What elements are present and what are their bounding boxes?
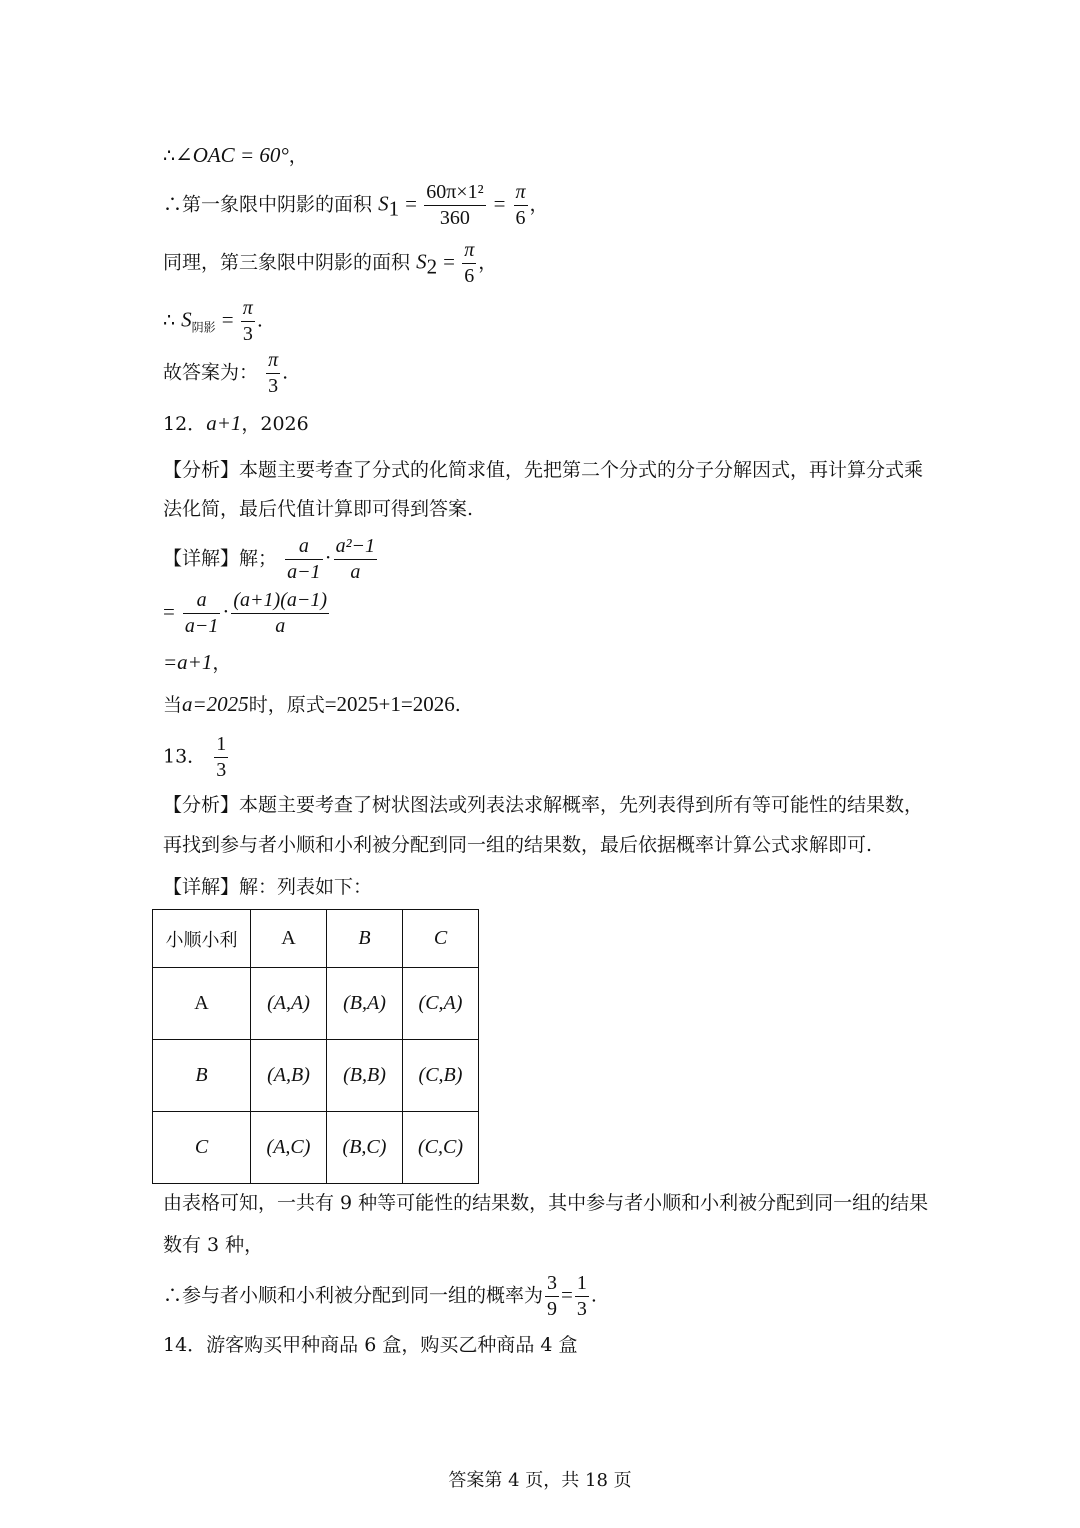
q13-conclusion-2: 数有 3 种， [163,1234,264,1256]
subscript: 1 [388,196,400,221]
q13-conclusion-3 [163,1273,597,1320]
table-cell: A [153,968,251,1040]
text: 时，原式 [248,694,325,716]
q12-step-3 [163,652,231,673]
fraction [214,734,228,781]
answer-value: ，2026 [241,413,309,435]
text: 故答案为： [163,361,259,384]
var-s: S [378,191,389,216]
line-angle [163,145,308,166]
text: 同理，第三象限中阴影的面积 [163,251,411,274]
fraction [183,590,221,637]
text: 【详解】解； [163,547,278,570]
fraction [575,1273,589,1320]
table-cell: (B,C) [327,1112,403,1184]
answer-expr: a+1 [206,411,242,435]
line-area-s2: 同理，第三象限中阴影的面积 $S_2$ = $\frac{\pi}{6}$ ， [163,239,498,287]
denominator: a [350,561,361,583]
denominator: 360 [439,207,470,229]
punct: . [454,694,461,716]
numerator: 60π×1² [424,182,485,206]
therefore-symbol: ∴ [163,309,176,332]
punct: . [590,1284,597,1307]
table-row [153,1112,479,1184]
subscript: 阴影 [191,320,216,335]
table-cell: (C,C) [403,1112,479,1184]
denominator: 6 [515,207,526,229]
table-row [153,968,479,1040]
q13-conclusion-1: 由表格可知，一共有 9 种等可能性的结果数，其中参与者小顺和小利被分配到同一组的结果 [163,1192,929,1214]
table-cell: (B,A) [327,968,403,1040]
table-header-cell: 小顺小利 [153,910,251,968]
q14-heading: 14．游客购买甲种商品 6 盒，购买乙种商品 4 盒 [163,1334,578,1356]
table-header-cell: A [251,910,327,968]
numerator: a²−1 [334,536,378,560]
table-cell: B [153,1040,251,1112]
punct: . [256,309,263,332]
q12-analysis-1: 【分析】本题主要考查了分式的化简求值，先把第二个分式的分子分解因式，再计算分式乘 [163,459,924,481]
numerator: π [514,182,528,206]
fraction [266,350,280,397]
q13-analysis-2: 再找到参与者小顺和小利被分配到同一组的结果数，最后依据概率计算公式求解即可. [163,834,873,856]
page-footer: 答案第 4 页，共 18 页 [448,1470,632,1491]
numerator: 3 [545,1273,559,1297]
table-cell: C [153,1112,251,1184]
line-area-total: ∴ $S_{阴影}$ = $\frac{\pi}{3}$ . [163,297,263,345]
fraction [462,240,476,287]
equals: = [493,191,506,216]
var-s: S [181,307,192,332]
numerator: π [266,350,280,374]
table-cell: (C,A) [403,968,479,1040]
table-cell: (A,C) [251,1112,327,1184]
equals: = [561,1282,573,1307]
table-cell: (B,B) [327,1040,403,1112]
fraction [285,536,323,583]
outcome-table [152,909,479,1184]
expression: =a+1 [163,650,213,674]
numerator: a [183,590,221,614]
table-cell: (C,B) [403,1040,479,1112]
numerator: π [462,240,476,264]
denominator: 3 [576,1298,587,1320]
table-header-cell: B [327,910,403,968]
numerator: a [285,536,323,560]
text: 当 [163,694,183,716]
expression: a=2025 [182,692,249,716]
subscript: 2 [426,254,438,279]
expression: =2025+1=2026 [324,692,455,716]
punct: ， [212,652,232,674]
line-area-s1: ∴第一象限中阴影的面积 $S_1$ = $\frac{\text{60π×1²}}{360}$ = $\frac{\pi}{6}$ ， [163,181,549,229]
table-row [153,1040,479,1112]
var-s: S [416,249,427,274]
numerator: 1 [575,1273,589,1297]
denominator: 3 [268,375,279,397]
punct: . [282,361,289,384]
question-number: 13． [163,745,207,768]
fraction [545,1273,559,1320]
table-cell: (A,A) [251,968,327,1040]
numerator: (a+1)(a−1) [231,590,329,614]
numerator: 1 [214,734,228,758]
denominator: a−1 [184,615,219,637]
q13-detail: 【详解】解：列表如下： [163,876,373,898]
denominator: 3 [242,323,253,345]
denominator: 3 [216,759,227,781]
denominator: 9 [547,1298,558,1320]
fraction [424,182,485,229]
q13-heading [163,734,230,781]
question-number: 12． [163,413,207,435]
numerator: π [241,298,255,322]
table-header-row [153,910,479,968]
q12-detail: 【详解】解； $\frac{a}{a-1}$ · $\frac{\text{a²−1}}{a}$ [163,535,376,583]
fraction [241,298,255,345]
line-answer-11 [163,350,288,397]
denominator: a−1 [287,561,321,583]
q12-analysis-2: 法化简，最后代值计算即可得到答案. [163,498,474,520]
q12-step-4 [163,694,461,715]
fraction [334,536,378,583]
text: ∴参与者小顺和小利被分配到同一组的概率为 [163,1284,544,1307]
table-header-cell: C [403,910,479,968]
denominator: 6 [464,265,475,287]
fraction [514,182,528,229]
fraction [231,590,329,637]
q12-heading [163,413,309,434]
angle-equation: ∠OAC = 60° [175,143,289,167]
equals: = [163,599,175,624]
text: ∴第一象限中阴影的面积 [163,193,373,216]
punct: ， [288,145,308,167]
q12-step-2: = $\frac{a}{a-1}$ · $\frac{(a+1)(a-1)}{a}$ [163,589,328,637]
denominator: a [275,615,286,637]
punct: ， [529,193,549,216]
q13-analysis-1: 【分析】本题主要考查了树状图法或列表法求解概率，先列表得到所有等可能性的结果数， [163,794,924,816]
punct: ， [478,251,498,274]
table-cell: (A,B) [251,1040,327,1112]
therefore-symbol: ∴ [163,145,176,167]
